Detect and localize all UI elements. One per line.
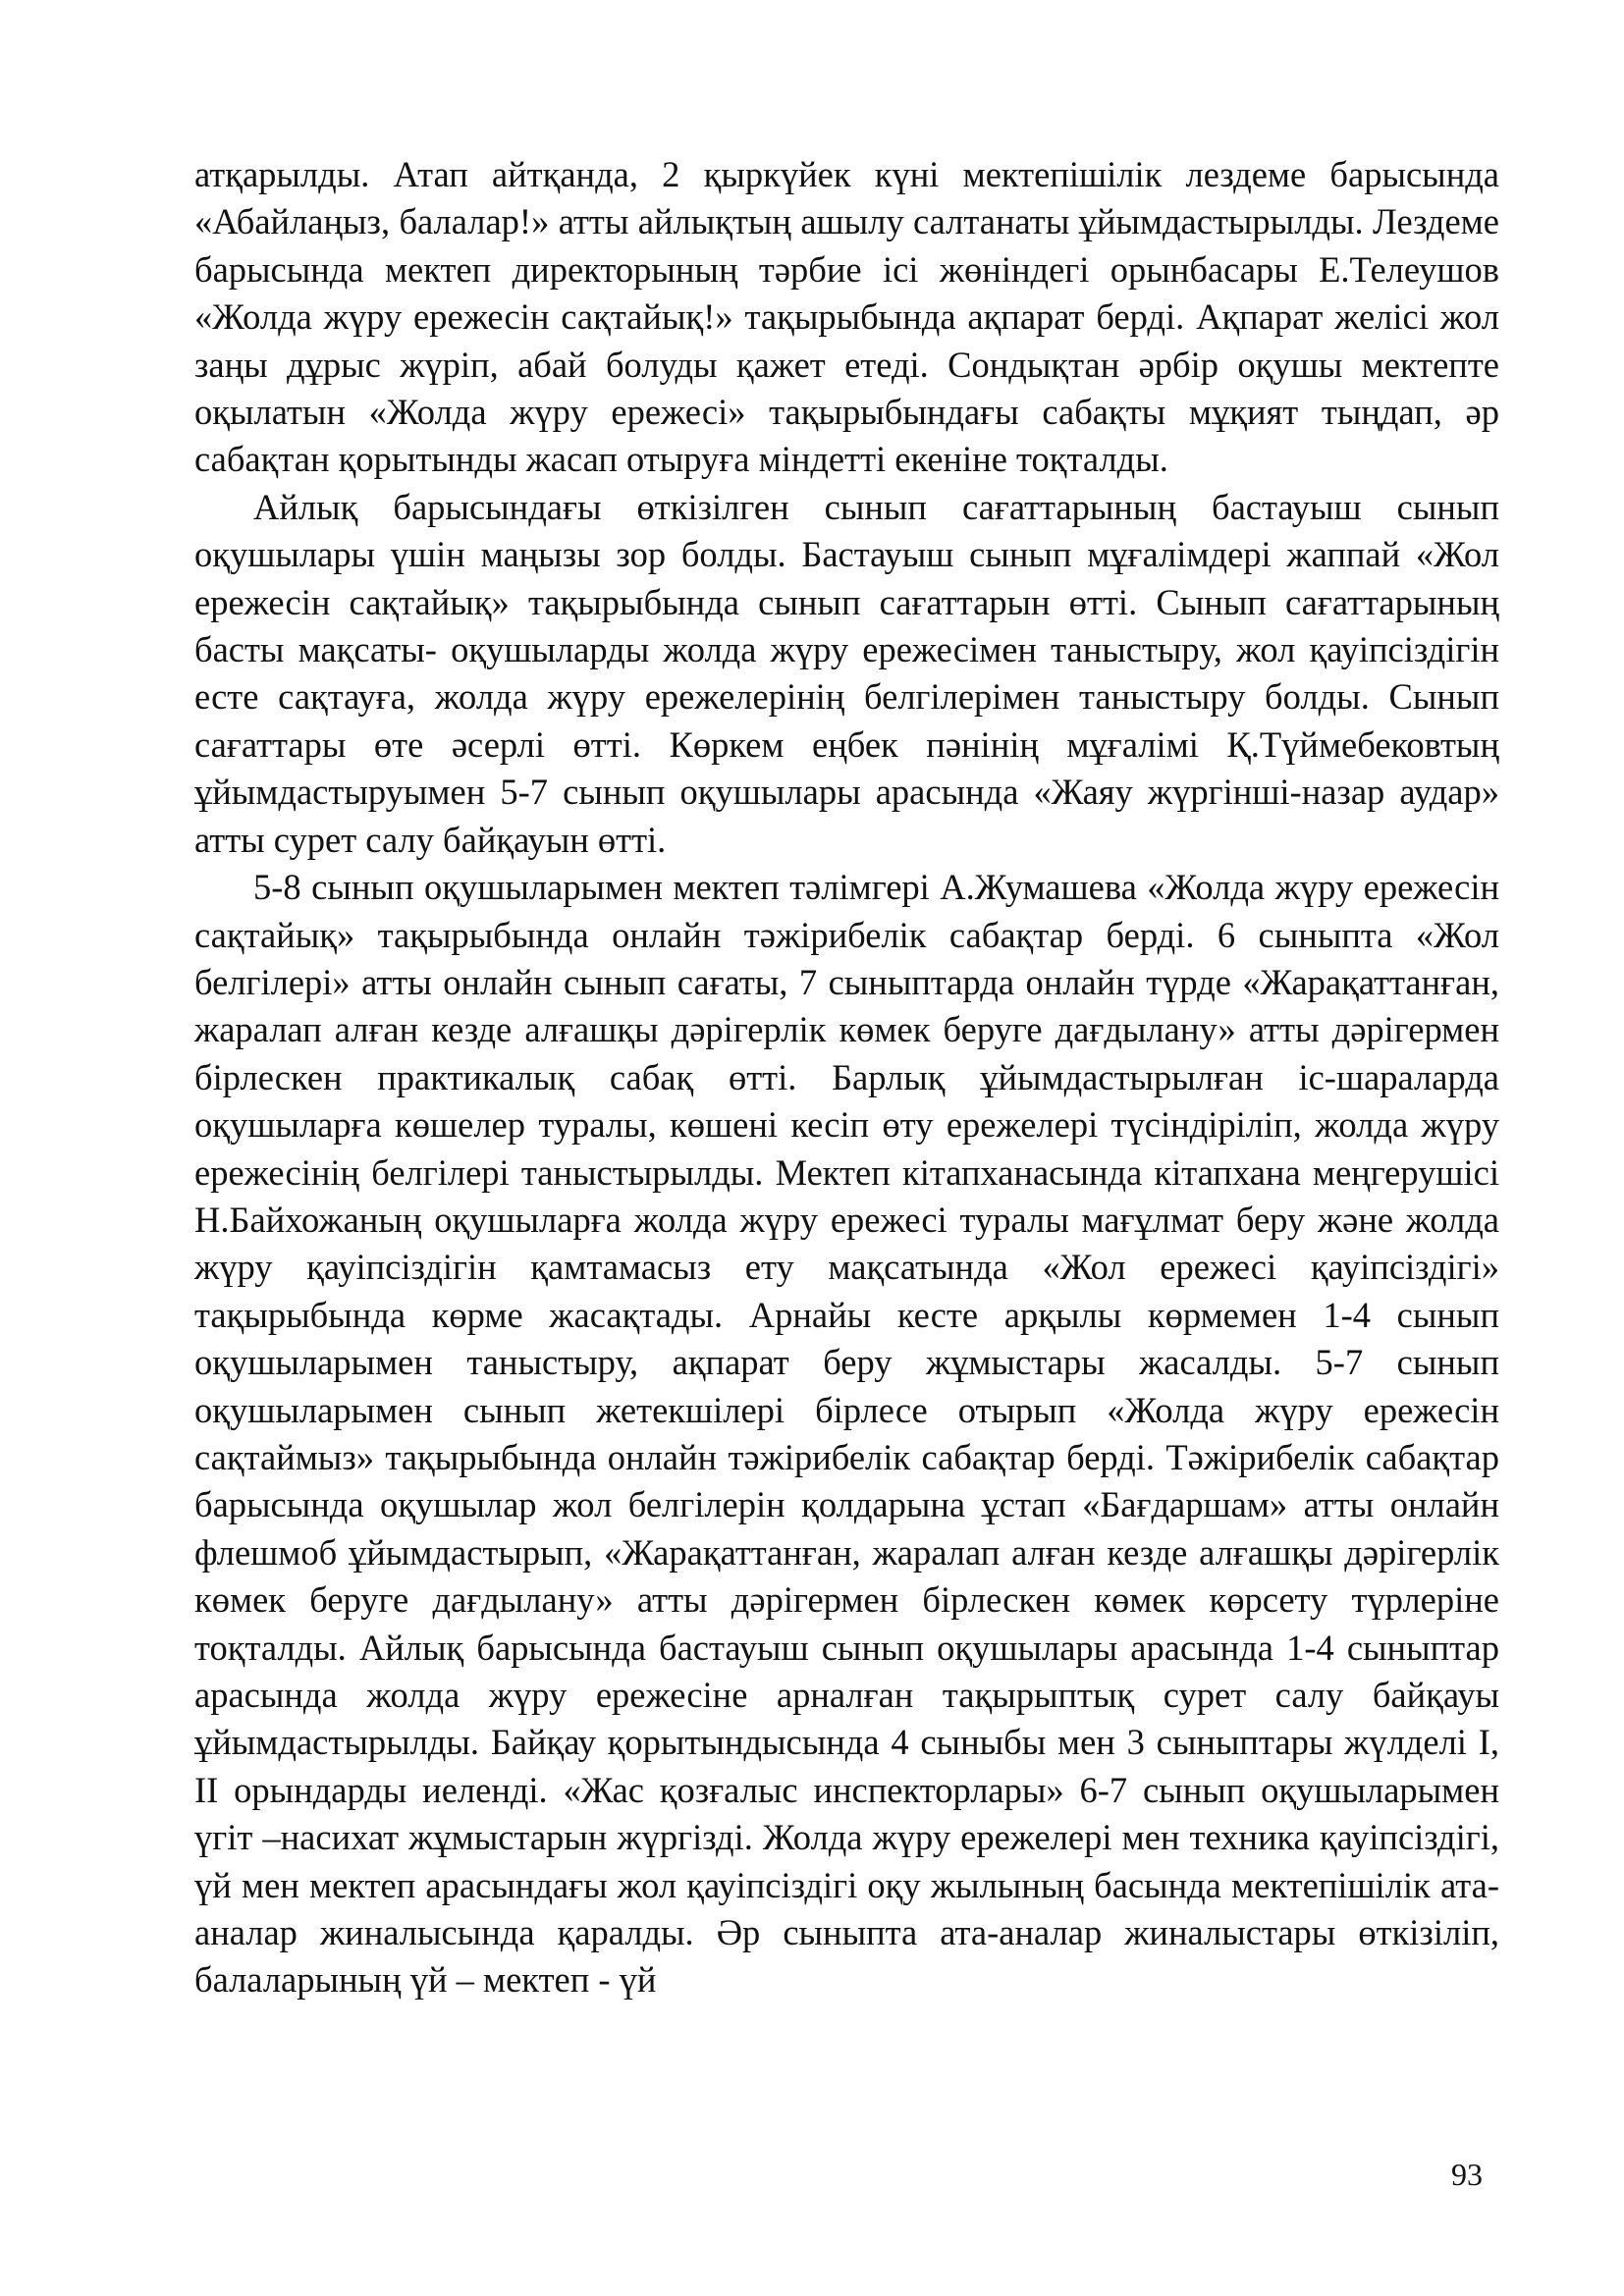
page-number: 93: [1451, 2157, 1483, 2192]
paragraph-2: Айлық барысындағы өткізілген сынып сағаттарының бастауыш сынып оқушылары үшін маңызы зор болды. Бастауыш сынып мұғалімдері жаппай «Жол ережесін сақтайық» тақырыбында сынып сағаттарын өтті. Сынып сағаттарының басты мақсаты- оқушыларды жолда жүру ережесімен таныстыру, жол қауіпсіздігін есте сақтауға, жолда жүру ережелерінің белгілерімен таныстыру болды. Сынып сағаттары өте әсерлі өтті. Көркем еңбек пәнінің мұғалімі Қ.Түймебековтың ұйымдастыруымен 5-7 сынып оқушылары арасында «Жаяу жүргінші-назар аудар» атты сурет салу байқауын өтті.: [194, 486, 1499, 860]
body-text: [194, 151, 1499, 2004]
paragraph-1: атқарылды. Атап айтқанда, 2 қыркүйек күні мектепішілік лездеме барысында «Абайлаңыз, балалар!» атты айлықтың ашылу салтанаты ұйымдастырылды. Лездеме барысында мектеп директорының тәрбие ісі жөніндегі орынбасары Е.Телеушов «Жолда жүру ережесін сақтайық!» тақырыбында ақпарат берді. Ақпарат желісі жол заңы дұрыс жүріп, абай болуды қажет етеді. Сондықтан әрбір оқушы мектепте оқылатын «Жолда жүру ережесі» тақырыбындағы сабақты мұқият тыңдап, әр сабақтан қорытынды жасап отыруға міндетті екеніне тоқталды.: [194, 154, 1499, 480]
paragraph-3: 5-8 сынып оқушыларымен мектеп тәлімгері А.Жумашева «Жолда жүру ережесін сақтайық» тақырыбында онлайн тәжірибелік сабақтар берді. 6 сыныпта «Жол белгілері» атты онлайн сынып сағаты, 7 сыныптарда онлайн түрде «Жарақаттанған, жаралап алған кезде алғашқы дәрігерлік көмек беруге дағдылану» атты дәрігермен бірлескен практикалық сабақ өтті. Барлық ұйымдастырылған іс-шараларда оқушыларға көшелер туралы, көшені кесіп өту ережелері түсіндіріліп, жолда жүру ережесінің белгілері таныстырылды. Мектеп кітапханасында кітапхана меңгерушісі Н.Байхожаның оқушыларға жолда жүру ережесі туралы мағұлмат беру және жолда жүру қауіпсіздігін қамтамасыз ету мақсатында «Жол ережесі қауіпсіздігі» тақырыбында көрме жасақтады. Арнайы кесте арқылы көрмемен 1-4 сынып оқушыларымен таныстыру, ақпарат беру жұмыстары жасалды. 5-7 сынып оқушыларымен сынып жетекшілері бірлесе отырып «Жолда жүру ережесін сақтаймыз» тақырыбында онлайн тәжірибелік сабақтар берді. Тәжірибелік сабақтар барысында оқушылар жол белгілерін қолдарына ұстап «Бағдаршам» атты онлайн флешмоб ұйымдастырып, «Жарақаттанған, жаралап алған кезде алғашқы дәрігерлік көмек беруге дағдылану» атты дәрігермен бірлескен көмек көрсету түрлеріне тоқталды. Айлық барысында бастауыш сынып оқушылары арасында 1-4 сыныптар арасында жолда жүру ережесіне арналған тақырыптық сурет салу байқауы ұйымдастырылды. Байқау қорытындысында 4 сыныбы мен 3 сыныптары жүлделі І, ІІ орындарды иеленді. «Жас қозғалыс инспекторлары» 6-7 сынып оқушыларымен үгіт –насихат жұмыстарын жүргізді. Жолда жүру ережелері мен техника қауіпсіздігі, үй мен мектеп арасындағы жол қауіпсіздігі оқу жылының басында мектепішілік ата-аналар жиналысында қаралды. Әр сыныпта ата-аналар жиналыстары өткізіліп, балаларының үй – мектеп - үй: [194, 867, 1499, 2001]
